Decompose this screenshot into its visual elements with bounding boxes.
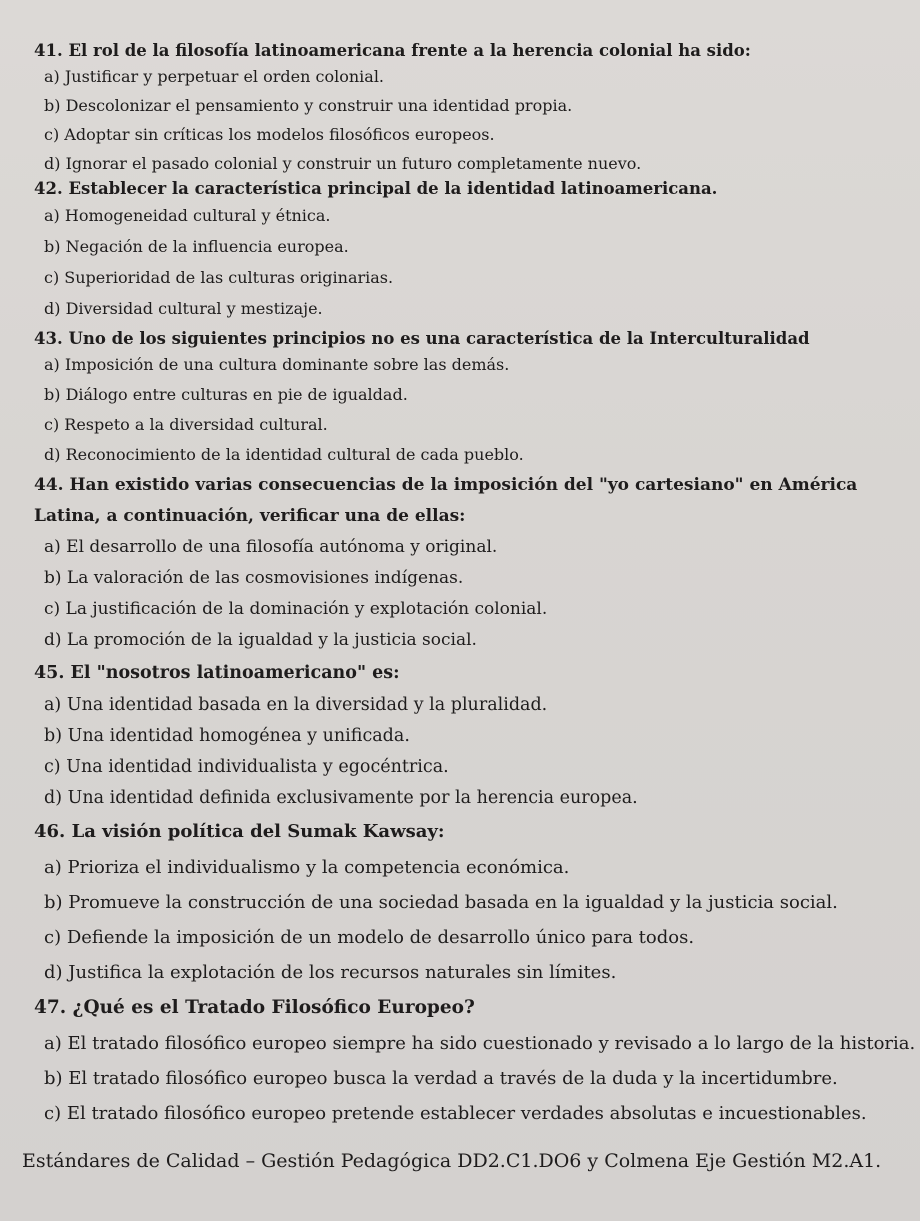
option-c: c) Adoptar sin críticas los modelos filosóficos europeos.: [44, 125, 495, 144]
question-stem: 42. Establecer la característica principal de la identidad latinoamericana.: [34, 179, 718, 198]
option-c: c) Una identidad individualista y egocéntrica.: [44, 757, 449, 777]
option-d: d) Ignorar el pasado colonial y construir un futuro completamente nuevo.: [44, 154, 642, 173]
option-c: c) Superioridad de las culturas originarias.: [44, 268, 394, 287]
option-c: c) Respeto a la diversidad cultural.: [44, 415, 328, 434]
option-d: d) La promoción de la igualdad y la justicia social.: [44, 630, 477, 650]
option-b: b) Una identidad homogénea y unificada.: [44, 726, 410, 746]
option-b: b) Diálogo entre culturas en pie de igualdad.: [44, 385, 408, 404]
question-stem: 46. La visión política del Sumak Kawsay:: [34, 821, 445, 842]
question-44: [28, 470, 908, 656]
question-41: [28, 40, 908, 178]
option-d: d) Justifica la explotación de los recursos naturales sin límites.: [44, 962, 617, 983]
option-a: a) El desarrollo de una filosofía autónoma y original.: [44, 537, 498, 557]
option-b: b) Descolonizar el pensamiento y construir una identidad propia.: [44, 96, 573, 115]
question-43: [28, 328, 908, 470]
option-a: a) Imposición de una cultura dominante sobre las demás.: [44, 355, 510, 374]
option-c: c) La justificación de la dominación y explotación colonial.: [44, 599, 548, 619]
option-a: a) El tratado filosófico europeo siempre ha sido cuestionado y revisado a lo largo de la historia.: [44, 1033, 916, 1054]
option-d: d) Diversidad cultural y mestizaje.: [44, 299, 323, 318]
question-stem-line-2: Latina, a continuación, verificar una de ellas:: [34, 506, 466, 526]
question-stem: 45. El "nosotros latinoamericano" es:: [34, 663, 400, 683]
option-b: b) El tratado filosófico europeo busca la verdad a través de la duda y la incertidumbre.: [44, 1068, 838, 1089]
exam-document: [28, 40, 916, 1131]
option-b: b) Promueve la construcción de una sociedad basada en la igualdad y la justicia social.: [44, 892, 838, 913]
question-46: [28, 814, 908, 990]
question-42: [28, 178, 908, 324]
option-a: a) Justificar y perpetuar el orden colonial.: [44, 67, 385, 86]
option-b: b) La valoración de las cosmovisiones indígenas.: [44, 568, 464, 588]
option-c: c) El tratado filosófico europeo pretende establecer verdades absolutas e incuestionables.: [44, 1103, 867, 1124]
option-b: b) Negación de la influencia europea.: [44, 237, 349, 256]
question-stem-line-1: 44. Han existido varias consecuencias de la imposición del "yo cartesiano" en América: [34, 475, 858, 495]
question-45: [28, 656, 908, 814]
option-a: a) Una identidad basada en la diversidad y la pluralidad.: [44, 695, 548, 715]
option-c: c) Defiende la imposición de un modelo de desarrollo único para todos.: [44, 927, 695, 948]
footer-standards: Estándares de Calidad – Gestión Pedagógica DD2.C1.DO6 y Colmena Eje Gestión M2.A1.: [22, 1150, 882, 1172]
option-d: d) Una identidad definida exclusivamente por la herencia europea.: [44, 788, 638, 808]
question-stem: 41. El rol de la filosofía latinoamericana frente a la herencia colonial ha sido:: [34, 41, 751, 60]
option-a: a) Homogeneidad cultural y étnica.: [44, 206, 331, 225]
question-47: [28, 990, 916, 1131]
option-a: a) Prioriza el individualismo y la competencia económica.: [44, 857, 570, 878]
question-stem: 47. ¿Qué es el Tratado Filosófico Europeo?: [34, 997, 475, 1018]
option-d: d) Reconocimiento de la identidad cultural de cada pueblo.: [44, 445, 524, 464]
question-stem: 43. Uno de los siguientes principios no es una característica de la Interculturalidad: [34, 329, 810, 348]
